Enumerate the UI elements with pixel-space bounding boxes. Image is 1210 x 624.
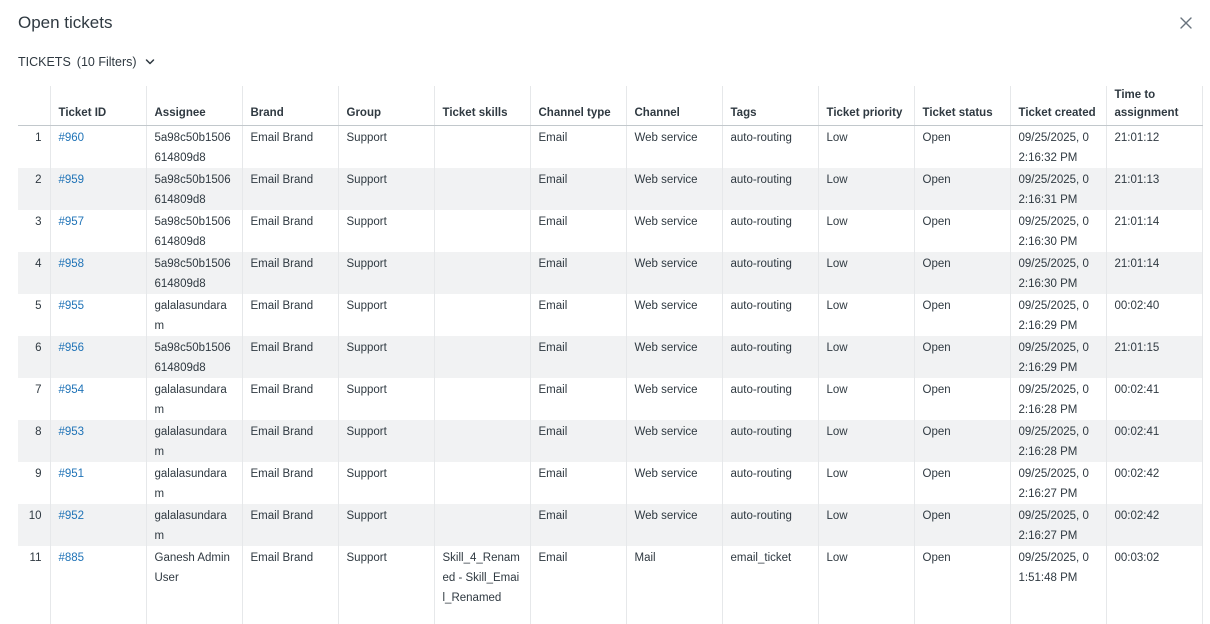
status-cell: Open: [914, 462, 1010, 504]
ticket-skills-cell: [434, 168, 530, 210]
status-cell: Open: [914, 126, 1010, 169]
channel-type-cell: Email: [530, 378, 626, 420]
channel-header[interactable]: Channel: [626, 86, 722, 126]
channel-type-cell: Email: [530, 126, 626, 169]
group-cell: Support: [338, 168, 434, 210]
table-row[interactable]: [18, 336, 1202, 378]
tags-cell: email_ticket: [722, 546, 818, 624]
assignee-cell: 5a98c50b1506614809d8: [146, 252, 242, 294]
group-cell: Support: [338, 378, 434, 420]
tags-header[interactable]: Tags: [722, 86, 818, 126]
status-cell: Open: [914, 546, 1010, 624]
tags-cell: auto-routing: [722, 168, 818, 210]
row-number: 11: [18, 546, 50, 624]
ticket-id-cell: [50, 378, 146, 420]
time-to-assignment-cell: 00:03:02: [1106, 546, 1202, 624]
row-number: 7: [18, 378, 50, 420]
status-cell: Open: [914, 378, 1010, 420]
ticket-id-cell: [50, 126, 146, 169]
time-to-assignment-cell: 00:02:40: [1106, 294, 1202, 336]
channel-cell: Web service: [626, 294, 722, 336]
group-cell: Support: [338, 294, 434, 336]
table-row[interactable]: [18, 252, 1202, 294]
group-header[interactable]: Group: [338, 86, 434, 126]
priority-cell: Low: [818, 504, 914, 546]
ticket-skills-cell: [434, 210, 530, 252]
table-row[interactable]: [18, 168, 1202, 210]
close-icon: [1180, 17, 1192, 29]
row-number: 4: [18, 252, 50, 294]
assignee-cell: galalasundaram: [146, 378, 242, 420]
status-cell: Open: [914, 336, 1010, 378]
brand-cell: Email Brand: [242, 252, 338, 294]
ticket-skills-cell: [434, 420, 530, 462]
channel-type-cell: Email: [530, 252, 626, 294]
table-row[interactable]: [18, 378, 1202, 420]
time-to-assignment-cell: 00:02:42: [1106, 462, 1202, 504]
channel-cell: Mail: [626, 546, 722, 624]
status-cell: Open: [914, 420, 1010, 462]
tags-cell: auto-routing: [722, 252, 818, 294]
created-cell: 09/25/2025, 02:16:29 PM: [1010, 336, 1106, 378]
brand-cell: Email Brand: [242, 210, 338, 252]
assignee-cell: galalasundaram: [146, 462, 242, 504]
table-row[interactable]: [18, 504, 1202, 546]
created-cell: 09/25/2025, 02:16:27 PM: [1010, 504, 1106, 546]
filter-label: TICKETS: [18, 55, 71, 69]
created-cell: 09/25/2025, 02:16:29 PM: [1010, 294, 1106, 336]
status-cell: Open: [914, 504, 1010, 546]
status-cell: Open: [914, 210, 1010, 252]
ticket-skills-cell: [434, 504, 530, 546]
ticket-skills-cell: [434, 378, 530, 420]
channel-type-cell: Email: [530, 462, 626, 504]
channel-cell: Web service: [626, 504, 722, 546]
time-to-assignment-cell: 21:01:13: [1106, 168, 1202, 210]
row-number: 2: [18, 168, 50, 210]
ticket-id-link[interactable]: #955: [58, 300, 85, 312]
group-cell: Support: [338, 336, 434, 378]
channel-type-cell: Email: [530, 210, 626, 252]
ticket-id-cell: [50, 336, 146, 378]
ticket-id-cell: [50, 210, 146, 252]
channel-type-cell: Email: [530, 294, 626, 336]
ticket-id-link[interactable]: #885: [58, 552, 85, 564]
row-number: 10: [18, 504, 50, 546]
ticket-id-link[interactable]: #953: [58, 426, 85, 438]
channel-type-cell: Email: [530, 546, 626, 624]
table-row[interactable]: [18, 210, 1202, 252]
brand-cell: Email Brand: [242, 378, 338, 420]
tags-cell: auto-routing: [722, 420, 818, 462]
assignee-header[interactable]: Assignee: [146, 86, 242, 126]
assignee-cell: galalasundaram: [146, 294, 242, 336]
ticket-skills-cell: Skill_4_Renamed - Skill_Email_Renamed: [434, 546, 530, 624]
status-cell: Open: [914, 168, 1010, 210]
channel-type-cell: Email: [530, 420, 626, 462]
brand-header[interactable]: Brand: [242, 86, 338, 126]
created-cell: 09/25/2025, 02:16:30 PM: [1010, 252, 1106, 294]
ticket-id-link[interactable]: #954: [58, 384, 85, 396]
time-to-assignment-cell: 21:01:15: [1106, 336, 1202, 378]
brand-cell: Email Brand: [242, 168, 338, 210]
ticket-id-header[interactable]: Ticket ID: [50, 86, 146, 126]
brand-cell: Email Brand: [242, 546, 338, 624]
tags-cell: auto-routing: [722, 336, 818, 378]
priority-cell: Low: [818, 336, 914, 378]
channel-cell: Web service: [626, 126, 722, 169]
ticket-skills-cell: [434, 336, 530, 378]
filter-count: (10 Filters): [76, 55, 137, 69]
assignee-cell: 5a98c50b1506614809d8: [146, 336, 242, 378]
ticket-id-link[interactable]: #952: [58, 510, 85, 522]
ticket-id-link[interactable]: #957: [58, 216, 85, 228]
group-cell: Support: [338, 546, 434, 624]
row-number: 9: [18, 462, 50, 504]
table-row[interactable]: [18, 462, 1202, 504]
table-row[interactable]: [18, 126, 1202, 169]
priority-cell: Low: [818, 294, 914, 336]
created-cell: 09/25/2025, 02:16:27 PM: [1010, 462, 1106, 504]
created-cell: 09/25/2025, 02:16:28 PM: [1010, 420, 1106, 462]
created-cell: 09/25/2025, 02:16:31 PM: [1010, 168, 1106, 210]
row-number: 1: [18, 126, 50, 169]
brand-cell: Email Brand: [242, 336, 338, 378]
ticket-id-link[interactable]: #960: [58, 132, 85, 144]
ticket-id-link[interactable]: #951: [58, 468, 85, 480]
ticket-id-link[interactable]: #956: [58, 342, 85, 354]
priority-cell: Low: [818, 210, 914, 252]
ticket-priority-header[interactable]: Ticket priority: [818, 86, 914, 126]
row-number: 6: [18, 336, 50, 378]
modal-title: Open tickets: [18, 13, 113, 32]
channel-cell: Web service: [626, 210, 722, 252]
ticket-id-cell: [50, 546, 146, 624]
assignee-cell: Ganesh Admin User: [146, 546, 242, 624]
ticket-skills-header[interactable]: Ticket skills: [434, 86, 530, 126]
row-number: 3: [18, 210, 50, 252]
tags-cell: auto-routing: [722, 126, 818, 169]
assignee-cell: galalasundaram: [146, 504, 242, 546]
priority-cell: Low: [818, 168, 914, 210]
ticket-skills-cell: [434, 294, 530, 336]
table-row[interactable]: [18, 546, 1202, 624]
brand-cell: Email Brand: [242, 420, 338, 462]
tags-cell: auto-routing: [722, 378, 818, 420]
ticket-id-cell: [50, 504, 146, 546]
brand-cell: Email Brand: [242, 462, 338, 504]
assignee-cell: 5a98c50b1506614809d8: [146, 126, 242, 169]
channel-cell: Web service: [626, 168, 722, 210]
group-cell: Support: [338, 126, 434, 169]
channel-type-cell: Email: [530, 168, 626, 210]
ticket-created-header[interactable]: Ticket created: [1010, 86, 1106, 126]
priority-cell: Low: [818, 462, 914, 504]
status-cell: Open: [914, 294, 1010, 336]
status-cell: Open: [914, 252, 1010, 294]
tags-cell: auto-routing: [722, 504, 818, 546]
time-to-assignment-cell: 00:02:42: [1106, 504, 1202, 546]
created-cell: 09/25/2025, 02:16:30 PM: [1010, 210, 1106, 252]
brand-cell: Email Brand: [242, 126, 338, 169]
priority-cell: Low: [818, 546, 914, 624]
ticket-id-link[interactable]: #958: [58, 258, 85, 270]
group-cell: Support: [338, 504, 434, 546]
ticket-id-cell: [50, 168, 146, 210]
ticket-id-cell: [50, 420, 146, 462]
close-button[interactable]: [1176, 13, 1196, 33]
priority-cell: Low: [818, 420, 914, 462]
table-row[interactable]: [18, 294, 1202, 336]
time-to-assignment-cell: 21:01:14: [1106, 210, 1202, 252]
table-row[interactable]: [18, 420, 1202, 462]
ticket-status-header[interactable]: Ticket status: [914, 86, 1010, 126]
channel-cell: Web service: [626, 252, 722, 294]
tickets-table: [18, 86, 1203, 624]
channel-cell: Web service: [626, 420, 722, 462]
ticket-id-cell: [50, 294, 146, 336]
ticket-id-link[interactable]: #959: [58, 174, 85, 186]
group-cell: Support: [338, 252, 434, 294]
ticket-id-cell: [50, 252, 146, 294]
time-to-assignment-cell: 00:02:41: [1106, 378, 1202, 420]
row-number-header: [18, 86, 50, 126]
time-to-assignment-header[interactable]: Time to assignment: [1106, 86, 1202, 126]
priority-cell: Low: [818, 252, 914, 294]
time-to-assignment-cell: 21:01:12: [1106, 126, 1202, 169]
created-cell: 09/25/2025, 02:16:32 PM: [1010, 126, 1106, 169]
time-to-assignment-cell: 00:02:41: [1106, 420, 1202, 462]
time-to-assignment-cell: 21:01:14: [1106, 252, 1202, 294]
tags-cell: auto-routing: [722, 210, 818, 252]
table-header-row: [18, 86, 1202, 126]
ticket-skills-cell: [434, 252, 530, 294]
ticket-skills-cell: [434, 126, 530, 169]
priority-cell: Low: [818, 126, 914, 169]
created-cell: 09/25/2025, 01:51:48 PM: [1010, 546, 1106, 624]
brand-cell: Email Brand: [242, 294, 338, 336]
group-cell: Support: [338, 462, 434, 504]
tags-cell: auto-routing: [722, 462, 818, 504]
group-cell: Support: [338, 420, 434, 462]
created-cell: 09/25/2025, 02:16:28 PM: [1010, 378, 1106, 420]
channel-type-header[interactable]: Channel type: [530, 86, 626, 126]
channel-cell: Web service: [626, 462, 722, 504]
row-number: 8: [18, 420, 50, 462]
chevron-down-icon: [145, 58, 155, 66]
assignee-cell: galalasundaram: [146, 420, 242, 462]
priority-cell: Low: [818, 378, 914, 420]
channel-type-cell: Email: [530, 336, 626, 378]
tags-cell: auto-routing: [722, 294, 818, 336]
channel-cell: Web service: [626, 336, 722, 378]
assignee-cell: 5a98c50b1506614809d8: [146, 168, 242, 210]
ticket-skills-cell: [434, 462, 530, 504]
row-number: 5: [18, 294, 50, 336]
channel-type-cell: Email: [530, 504, 626, 546]
channel-cell: Web service: [626, 378, 722, 420]
group-cell: Support: [338, 210, 434, 252]
assignee-cell: 5a98c50b1506614809d8: [146, 210, 242, 252]
ticket-id-cell: [50, 462, 146, 504]
brand-cell: Email Brand: [242, 504, 338, 546]
filter-toggle[interactable]: [18, 52, 155, 72]
